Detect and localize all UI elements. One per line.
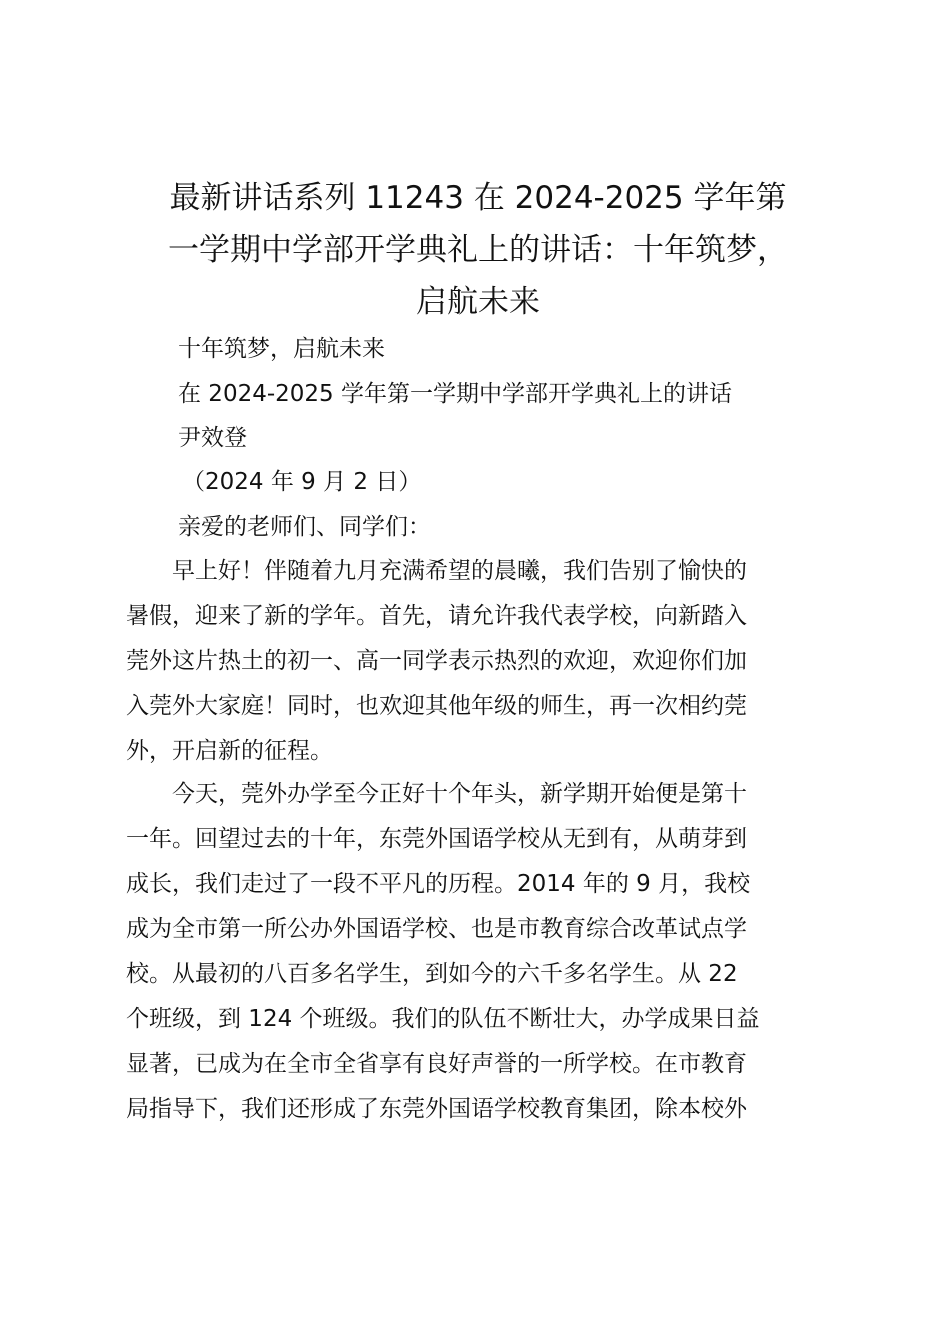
paragraph-line: 成长，我们走过了一段不平凡的历程。2014 年的 9 月，我校 (126, 871, 751, 897)
paragraph-line: 局指导下，我们还形成了东莞外国语学校教育集团，除本校外 (126, 1096, 747, 1122)
speech-occasion: 在 2024-2025 学年第一学期中学部开学典礼上的讲话 (178, 381, 732, 407)
document-title (126, 172, 830, 328)
greeting: 亲爱的老师们、同学们： (178, 514, 431, 540)
paragraph-line: 成为全市第一所公办外国语学校、也是市教育综合改革试点学 (126, 916, 747, 942)
body-paragraph (126, 549, 826, 774)
paragraph-line: 今天，莞外办学至今正好十个年头，新学期开始便是第十 (126, 781, 747, 807)
speech-date: （2024 年 9 月 2 日） (182, 469, 422, 495)
paragraph-line: 暑假，迎来了新的学年。首先，请允许我代表学校，向新踏入 (126, 603, 747, 629)
title-line: 启航未来 (416, 284, 540, 320)
paragraph-line: 外，开启新的征程。 (126, 738, 333, 764)
paragraph-line: 莞外这片热土的初一、高一同学表示热烈的欢迎，欢迎你们加 (126, 648, 747, 674)
paragraph-line: 入莞外大家庭！同时，也欢迎其他年级的师生，再一次相约莞 (126, 693, 747, 719)
body-paragraph (126, 772, 826, 1132)
speaker-name: 尹效登 (178, 425, 247, 451)
title-line: 一学期中学部开学典礼上的讲话：十年筑梦， (168, 232, 788, 268)
paragraph-line: 校。从最初的八百多名学生，到如今的六千多名学生。从 22 (126, 961, 738, 987)
paragraph-line: 早上好！伴随着九月充满希望的晨曦，我们告别了愉快的 (126, 558, 747, 584)
paragraph-line: 一年。回望过去的十年，东莞外国语学校从无到有，从萌芽到 (126, 826, 747, 852)
speech-subtitle: 十年筑梦，启航未来 (178, 336, 385, 362)
paragraph-line: 显著，已成为在全市全省享有良好声誉的一所学校。在市教育 (126, 1051, 747, 1077)
title-line: 最新讲话系列 11243 在 2024-2025 学年第 (169, 180, 787, 216)
paragraph-line: 个班级，到 124 个班级。我们的队伍不断壮大，办学成果日益 (126, 1006, 760, 1032)
